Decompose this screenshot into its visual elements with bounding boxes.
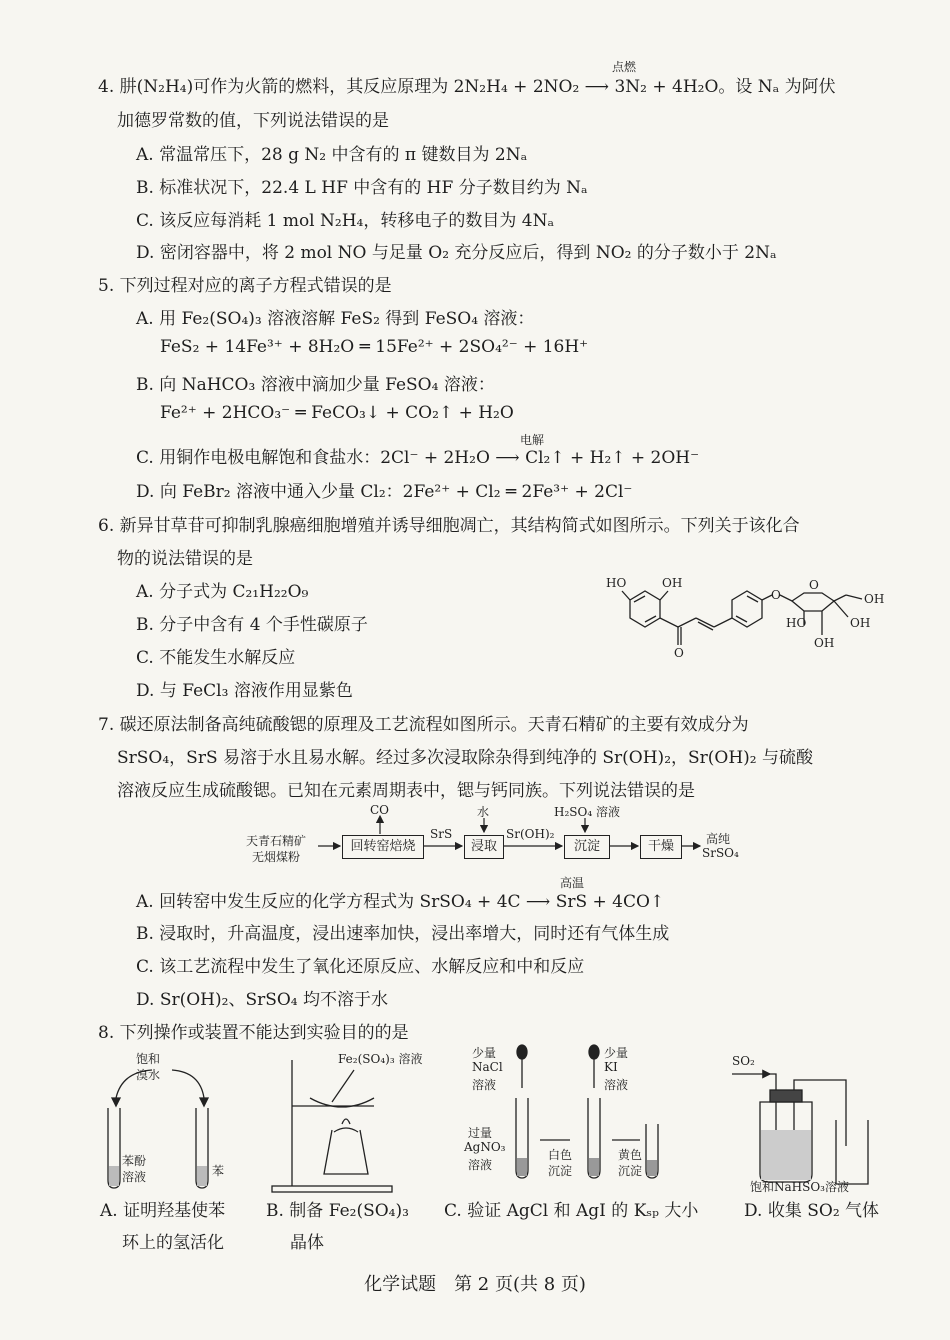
flow-box-dry: 干燥	[640, 835, 682, 859]
q8-caption-a-line1: A. 证明羟基使苯	[100, 1201, 226, 1221]
q8-apparatus-d	[730, 1050, 900, 1190]
q8-c-ki-line2: KI	[604, 1060, 618, 1074]
flow-input-coal: 无烟煤粉	[252, 850, 301, 864]
q8-stem: 8. 下列操作或装置不能达到实验目的的是	[98, 1023, 409, 1043]
struct-label-oh-2: OH	[864, 592, 885, 606]
struct-label-ho-1: HO	[606, 576, 627, 590]
q5-stem: 5. 下列过程对应的离子方程式错误的是	[98, 276, 392, 296]
flow-mid-srs: SrS	[430, 827, 453, 841]
q4-stem-line2: 加德罗常数的值，下列说法错误的是	[117, 111, 389, 131]
q8-caption-a-line2: 环上的氢活化	[122, 1233, 224, 1253]
flow-product-line2: SrSO₄	[702, 846, 739, 860]
q6-structure-diagram	[600, 565, 900, 660]
q8-a-bromine-line2: 溴水	[136, 1068, 161, 1082]
q7-option-a: A. 回转窑中发生反应的化学方程式为 SrSO₄ + 4C ⟶ SrS + 4CO↑	[136, 892, 665, 912]
q6-option-b: B. 分子中含有 4 个手性碳原子	[136, 615, 368, 635]
q4-option-b: B. 标准状况下，22.4 L HF 中含有的 HF 分子数目约为 Nₐ	[136, 178, 588, 198]
struct-label-oh-4: OH	[814, 636, 835, 650]
q8-c-agno3-line1: 过量	[468, 1126, 493, 1140]
q8-c-agno3-line3: 溶液	[468, 1158, 493, 1172]
struct-label-o-carbonyl: O	[674, 646, 684, 660]
q8-c-agno3-line2: AgNO₃	[464, 1140, 506, 1154]
q7-option-d: D. Sr(OH)₂、SrSO₄ 均不溶于水	[136, 990, 389, 1010]
q8-caption-b-line1: B. 制备 Fe₂(SO₄)₃	[266, 1201, 409, 1221]
q8-c-nacl-line1: 少量	[472, 1046, 497, 1060]
q7-option-c: C. 该工艺流程中发生了氧化还原反应、水解反应和中和反应	[136, 957, 585, 977]
flow-product-line1: 高纯	[706, 832, 731, 846]
struct-label-oh-1: OH	[662, 576, 683, 590]
struct-label-o-ether: O	[771, 588, 781, 602]
q5-option-b: B. 向 NaHCO₃ 溶液中滴加少量 FeSO₄ 溶液：	[136, 375, 495, 395]
q6-option-d: D. 与 FeCl₃ 溶液作用显紫色	[136, 681, 353, 701]
q5-option-c-condition: 电解	[520, 433, 545, 447]
q4-stem-line1: 4. 肼(N₂H₄)可作为火箭的燃料，其反应原理为 2N₂H₄ + 2NO₂ ⟶ 3N₂ + 4H₂O。设 Nₐ 为阿伏	[98, 77, 836, 97]
q6-option-c: C. 不能发生水解反应	[136, 648, 296, 668]
q5-option-a: A. 用 Fe₂(SO₄)₃ 溶液溶解 FeS₂ 得到 FeSO₄ 溶液：	[136, 309, 535, 329]
q4-condition: 点燃	[612, 60, 637, 74]
q8-c-yellow-ppt-line1: 黄色	[618, 1148, 643, 1162]
q5-option-c: C. 用铜作电极电解饱和食盐水：2Cl⁻ + 2H₂O ⟶ Cl₂↑ + H₂↑ + 2OH⁻	[136, 448, 700, 468]
q7-option-b: B. 浸取时，升高温度，浸出速率加快，浸出率增大，同时还有气体生成	[136, 924, 670, 944]
q8-c-white-ppt-line1: 白色	[548, 1148, 573, 1162]
struct-label-ho-2: HO	[786, 616, 807, 630]
flow-input-ore: 天青石精矿	[246, 834, 307, 848]
q8-apparatus-b	[262, 1050, 412, 1198]
q8-c-white-ppt-line2: 沉淀	[548, 1164, 573, 1178]
q8-c-yellow-ppt-line2: 沉淀	[618, 1164, 643, 1178]
q4-option-a: A. 常温常压下，28 g N₂ 中含有的 π 键数目为 2Nₐ	[136, 145, 528, 165]
flow-input-water: 水	[477, 805, 490, 819]
q8-a-bromine-line1: 饱和	[136, 1052, 161, 1066]
flow-box-leach: 浸取	[464, 835, 504, 859]
q8-apparatus-c	[470, 1040, 700, 1190]
flow-box-kiln: 回转窑焙烧	[342, 835, 424, 859]
page-footer: 化学试题 第 2 页(共 8 页)	[364, 1274, 586, 1295]
q8-caption-c: C. 验证 AgCl 和 AgI 的 Kₛₚ 大小	[444, 1201, 699, 1221]
q8-d-solution-label: 饱和NaHSO₃溶液	[750, 1180, 849, 1194]
q5-option-b-equation: Fe²⁺ + 2HCO₃⁻ ═ FeCO₃↓ + CO₂↑ + H₂O	[160, 403, 514, 423]
q7-option-a-condition: 高温	[560, 876, 585, 890]
q4-option-d: D. 密闭容器中，将 2 mol NO 与足量 O₂ 充分反应后，得到 NO₂ 的分子数小于 2Nₐ	[136, 243, 777, 263]
q7-stem-line1: 7. 碳还原法制备高纯硫酸锶的原理及工艺流程如图所示。天青石精矿的主要有效成分为	[98, 715, 749, 735]
struct-label-o-ring: O	[809, 578, 819, 592]
flow-mid-sroh2: Sr(OH)₂	[506, 827, 555, 841]
struct-label-oh-3: OH	[850, 616, 871, 630]
q8-c-ki-line3: 溶液	[604, 1078, 629, 1092]
q8-b-solution-label: Fe₂(SO₄)₃ 溶液	[338, 1052, 423, 1066]
q8-c-nacl-line3: 溶液	[472, 1078, 497, 1092]
q8-caption-b-line2: 晶体	[290, 1233, 324, 1253]
q7-stem-line2: SrSO₄，SrS 易溶于水且易水解。经过多次浸取除杂得到纯净的 Sr(OH)₂，Sr(OH)₂ 与硫酸	[117, 748, 814, 768]
q6-stem-line2: 物的说法错误的是	[117, 549, 253, 569]
q6-option-a: A. 分子式为 C₂₁H₂₂O₉	[136, 582, 309, 602]
q8-caption-d: D. 收集 SO₂ 气体	[744, 1201, 880, 1221]
flow-input-h2so4: H₂SO₄ 溶液	[554, 805, 620, 819]
q8-a-benzene: 苯	[212, 1164, 225, 1178]
flow-output-co: CO	[370, 803, 390, 817]
q8-c-nacl-line2: NaCl	[472, 1060, 503, 1074]
q5-option-d: D. 向 FeBr₂ 溶液中通入少量 Cl₂：2Fe²⁺ + Cl₂ ═ 2Fe³⁺ + 2Cl⁻	[136, 482, 633, 502]
q8-c-ki-line1: 少量	[604, 1046, 629, 1060]
q4-option-c: C. 该反应每消耗 1 mol N₂H₄，转移电子的数目为 4Nₐ	[136, 211, 555, 231]
q8-a-phenol-line2: 溶液	[122, 1170, 147, 1184]
q8-d-so2-label: SO₂	[732, 1054, 755, 1068]
q8-a-phenol-line1: 苯酚	[122, 1154, 147, 1168]
q6-stem-line1: 6. 新异甘草苷可抑制乳腺癌细胞增殖并诱导细胞凋亡，其结构简式如图所示。下列关于该化合	[98, 516, 800, 536]
q7-stem-line3: 溶液反应生成硫酸锶。已知在元素周期表中，锶与钙同族。下列说法错误的是	[117, 781, 695, 801]
q5-option-a-equation: FeS₂ + 14Fe³⁺ + 8H₂O ═ 15Fe²⁺ + 2SO₄²⁻ + 16H⁺	[160, 337, 589, 357]
flow-box-precipitate: 沉淀	[564, 835, 610, 859]
